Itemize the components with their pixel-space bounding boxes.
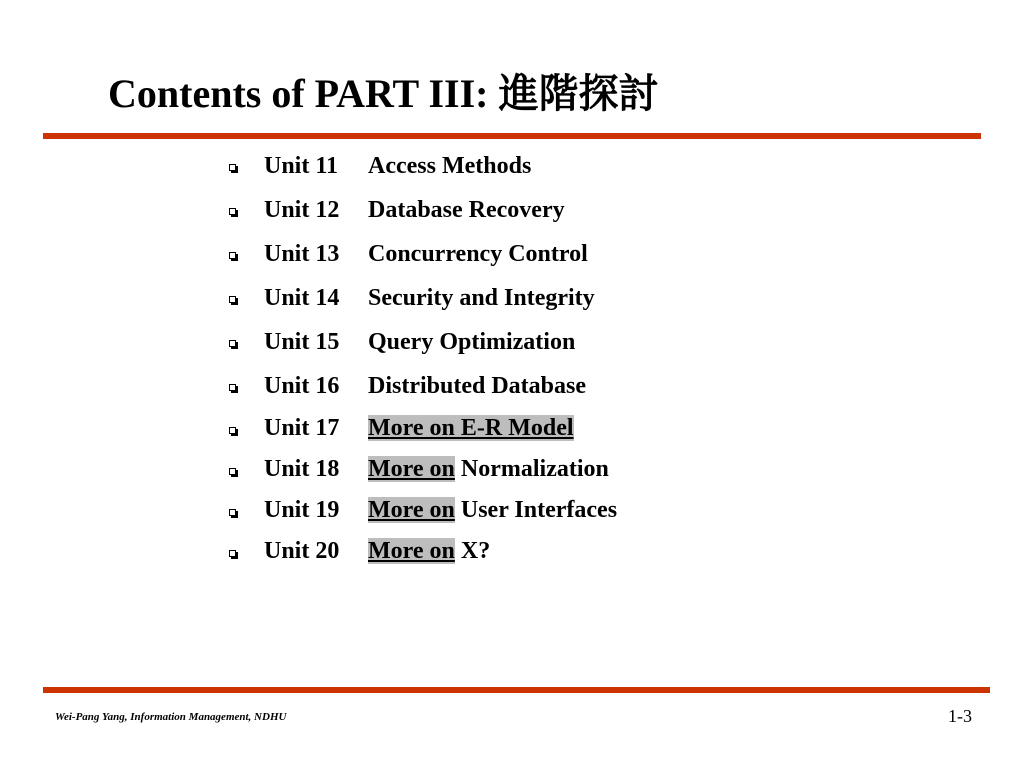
- unit-topic-line: [368, 329, 575, 356]
- unit-topic: Normalization: [454, 456, 609, 482]
- unit-topic: Concurrency Control: [368, 240, 588, 267]
- page-number: 1-3: [948, 706, 972, 726]
- unit-number: Unit 17: [264, 415, 340, 441]
- unit-number: Unit 12: [264, 196, 340, 223]
- unit-topic-line: [368, 153, 531, 180]
- unit-topic-line: [368, 415, 574, 442]
- unit-topic-line: [368, 456, 609, 483]
- unit-topic-highlight: More on: [368, 497, 455, 523]
- unit-number: Unit 11: [264, 152, 339, 179]
- checkbox-bullet-icon: [229, 509, 236, 516]
- checkbox-bullet-icon: [229, 384, 236, 391]
- unit-topic-line: [368, 241, 588, 268]
- unit-number: Unit 15: [264, 328, 340, 355]
- unit-number: Unit 16: [264, 372, 340, 399]
- unit-topic: Access Methods: [368, 152, 532, 179]
- unit-topic: Query Optimization: [368, 328, 576, 355]
- unit-number: Unit 13: [264, 240, 340, 267]
- unit-topic: Database Recovery: [368, 196, 565, 223]
- unit-number: Unit 19: [264, 497, 340, 523]
- unit-topic-line: [368, 197, 565, 224]
- checkbox-bullet-icon: [229, 296, 236, 303]
- checkbox-bullet-icon: [229, 164, 236, 171]
- unit-number: Unit 18: [264, 456, 340, 482]
- checkbox-bullet-icon: [229, 550, 236, 557]
- unit-topic: Distributed Database: [368, 372, 587, 399]
- unit-topic-line: [368, 373, 586, 400]
- unit-topic-highlight: More on: [368, 456, 455, 482]
- footer-divider: [43, 687, 990, 693]
- slide-title: Contents of PART III: 進階探討: [108, 71, 659, 116]
- unit-topic-line: [368, 497, 617, 524]
- checkbox-bullet-icon: [229, 468, 236, 475]
- unit-topic-line: [368, 538, 490, 565]
- unit-number: Unit 14: [264, 284, 340, 311]
- checkbox-bullet-icon: [229, 252, 236, 259]
- unit-topic-highlight: More on E-R Model: [368, 415, 574, 441]
- footer-author: Wei-Pang Yang, Information Management, NDHU: [55, 711, 287, 723]
- checkbox-bullet-icon: [229, 208, 236, 215]
- unit-topic-line: [368, 285, 595, 312]
- unit-number: Unit 20: [264, 538, 340, 564]
- unit-topic: Security and Integrity: [368, 284, 595, 311]
- unit-topic-highlight: More on: [368, 538, 455, 564]
- checkbox-bullet-icon: [229, 340, 236, 347]
- title-divider: [43, 133, 981, 139]
- unit-topic: X?: [454, 538, 491, 564]
- unit-topic: User Interfaces: [454, 497, 618, 523]
- checkbox-bullet-icon: [229, 427, 236, 434]
